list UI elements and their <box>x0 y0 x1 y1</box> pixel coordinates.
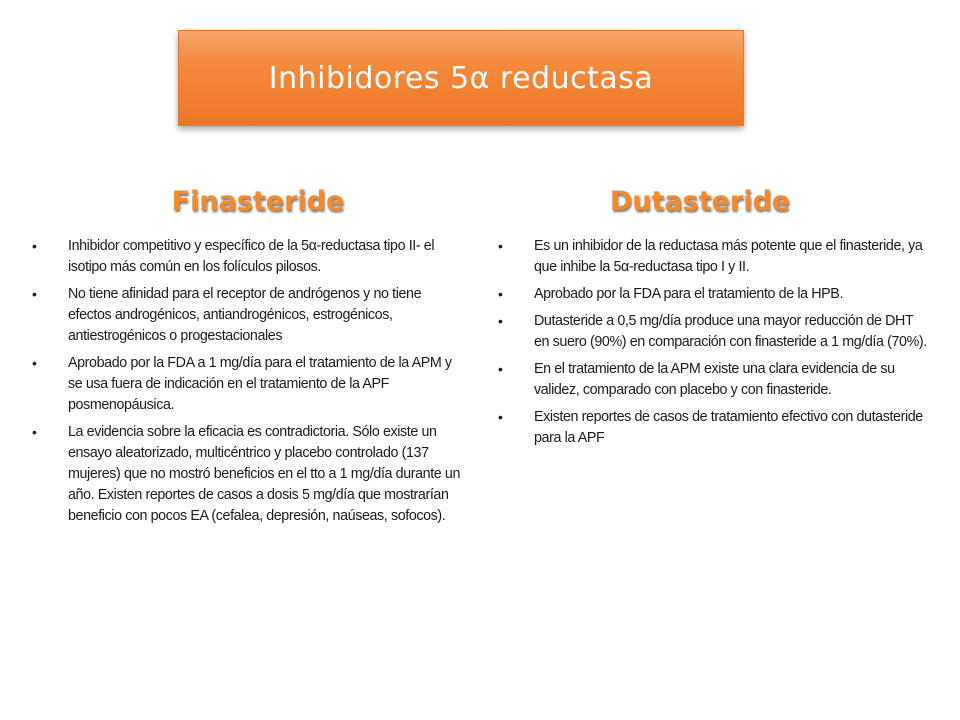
finasteride-bullet-list <box>32 236 462 533</box>
bullet-text: Inhibidor competitivo y específico de la 5α-reductasa tipo II- el isotipo más común en los folículos pilosos. <box>68 238 435 275</box>
dutasteride-heading: Dutasteride <box>609 186 791 217</box>
bullet-text: No tiene afinidad para el receptor de andrógenos y no tiene efectos androgénicos, antiandrogénicos, estrogénicos, antiestrogénicos o progestacionales <box>68 286 422 344</box>
list-item <box>498 359 930 401</box>
bullet-icon: • <box>32 286 37 302</box>
list-item <box>32 422 462 527</box>
bullet-icon: • <box>498 238 503 254</box>
bullet-text: Es un inhibidor de la reductasa más potente que el finasteride, ya que inhibe la 5α-reductasa tipo I y II. <box>534 238 923 275</box>
bullet-text: Dutasteride a 0,5 mg/día produce una mayor reducción de DHT en suero (90%) en comparación con finasteride a 1 mg/día (70%). <box>534 313 927 350</box>
list-item <box>498 311 930 353</box>
list-item <box>32 353 462 416</box>
finasteride-heading: Finasteride <box>171 186 345 217</box>
dutasteride-bullet-list <box>498 236 930 455</box>
bullet-icon: • <box>32 238 37 254</box>
bullet-text: Existen reportes de casos de tratamiento efectivo con dutasteride para la APF <box>534 409 923 446</box>
bullet-icon: • <box>32 355 37 371</box>
list-item <box>32 236 462 278</box>
bullet-icon: • <box>498 286 503 302</box>
bullet-icon: • <box>32 424 37 440</box>
list-item <box>32 284 462 347</box>
bullet-icon: • <box>498 313 503 329</box>
bullet-text: Aprobado por la FDA a 1 mg/día para el tratamiento de la APM y se usa fuera de indicación en el tratamiento de la APF posmenopáusica. <box>68 355 452 413</box>
bullet-icon: • <box>498 409 503 425</box>
title-banner <box>178 30 744 126</box>
bullet-text: La evidencia sobre la eficacia es contradictoria. Sólo existe un ensayo aleatorizado, multicéntrico y placebo controlado (137 mujeres) que no mostró beneficios en el tto a 1 mg/día durante un año. Existen reportes de casos a dosis 5 mg/día que mostrarían beneficio con pocos EA (cefalea, depresión, naúseas, sofocos). <box>68 424 461 524</box>
bullet-icon: • <box>498 361 503 377</box>
bullet-text: En el tratamiento de la APM existe una clara evidencia de su validez, comparado con placebo y con finasteride. <box>534 361 895 398</box>
bullet-text: Aprobado por la FDA para el tratamiento de la HPB. <box>534 286 844 302</box>
slide-title: Inhibidores 5α reductasa <box>268 60 654 96</box>
list-item <box>498 407 930 449</box>
list-item <box>498 284 930 305</box>
list-item <box>498 236 930 278</box>
